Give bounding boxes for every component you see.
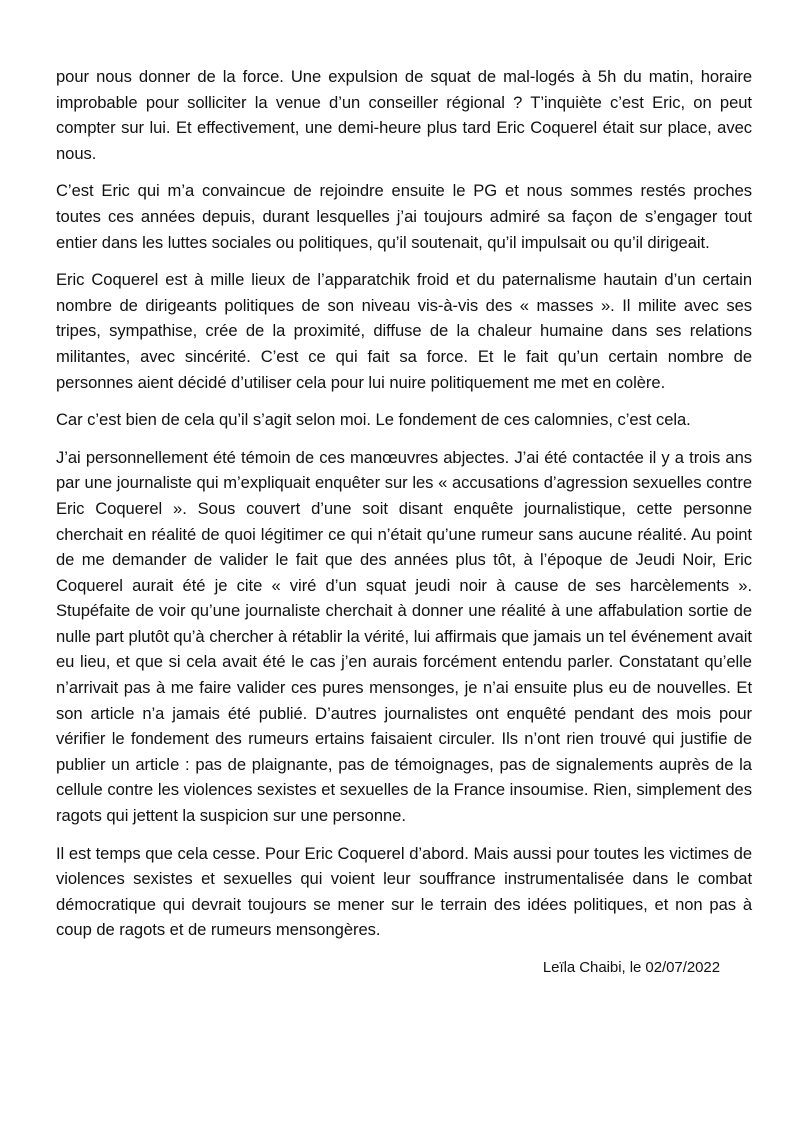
paragraph-1: pour nous donner de la force. Une expulsion de squat de mal-logés à 5h du matin, horaire improbable pour solliciter la venue d’un conseiller régional ? T’inquiète c’est Eric, on peut compter sur lui. Et effectivement, une demi-heure plus tard Eric Coquerel était sur place, avec nous. [56, 67, 752, 163]
paragraph-3: Eric Coquerel est à mille lieux de l’apparatchik froid et du paternalisme hautain d’un certain nombre de dirigeants politiques de son niveau vis-à-vis des « masses ». Il milite avec ses tripes, sympathise, crée de la proximité, diffuse de la chaleur humaine dans ses relations militantes, avec sincérité. C’est ce qui fait sa force. Et le fait qu’un certain nombre de personnes aient décidé d’utiliser cela pour lui nuire politiquement me met en colère. [56, 270, 752, 392]
paragraph-6: Il est temps que cela cesse. Pour Eric Coquerel d’abord. Mais aussi pour toutes les victimes de violences sexistes et sexuelles qui voient leur souffrance instrumentalisée dans le combat démocratique qui devrait toujours se mener sur le terrain des idées politiques, et non pas à coup de ragots et de rumeurs mensongères. [56, 843, 752, 940]
paragraph-4: Car c’est bien de cela qu’il s’agit selon moi. Le fondement de ces calomnies, c’est cela. [56, 410, 691, 430]
letter-body [56, 64, 752, 981]
signature-line: Leïla Chaibi, le 02/07/2022 [542, 959, 720, 976]
paragraph-5: J’ai personnellement été témoin de ces manœuvres abjectes. J’ai été contactée il y a trois ans par une journaliste qui m’expliquait enquêter sur les « accusations d’agression sexuelles contre Eric Coquerel ». Sous couvert d’une soit disant enquête journalistique, cette personne cherchait en réalité de quoi légitimer ce qui n’était qu’une rumeur sans aucune réalité. Au point de me demander de valider le fait que des années plus tôt, à l’époque de Jeudi Noir, Eric Coquerel aurait été je cite « viré d’un squat jeudi noir à cause de ses harcèlements ». Stupéfaite de voir qu’une journaliste cherchait à donner une réalité à une affabulation sortie de nulle part plutôt qu’à chercher à rétablir la vérité, lui affirmais que jamais un tel événement avait eu lieu, et que si cela avait été le cas j’en aurais forcément entendu parler. Constatant qu’elle n’arrivait pas à me faire valider ces pures mensonges, je n’ai ensuite plus eu de nouvelles. Et son article n’a jamais été publié. D’autres journalistes ont enquêté pendant des mois pour vérifier le fondement des rumeurs ertains faisaient circuler. Ils n’ont rien trouvé qui justifie de publier un article : pas de plaignante, pas de témoignages, pas de signalements auprès de la cellule contre les violences sexistes et sexuelles de la France insoumise. Rien, simplement des ragots qui jettent la suspicion sur une personne. [56, 447, 752, 826]
paragraph-2: C’est Eric qui m’a convaincue de rejoindre ensuite le PG et nous sommes restés proches toutes ces années depuis, durant lesquelles j’ai toujours admiré sa façon de s’engager tout entier dans les luttes sociales ou politiques, qu’il soutenait, qu’il impulsait ou qu’il dirigeait. [56, 181, 752, 252]
